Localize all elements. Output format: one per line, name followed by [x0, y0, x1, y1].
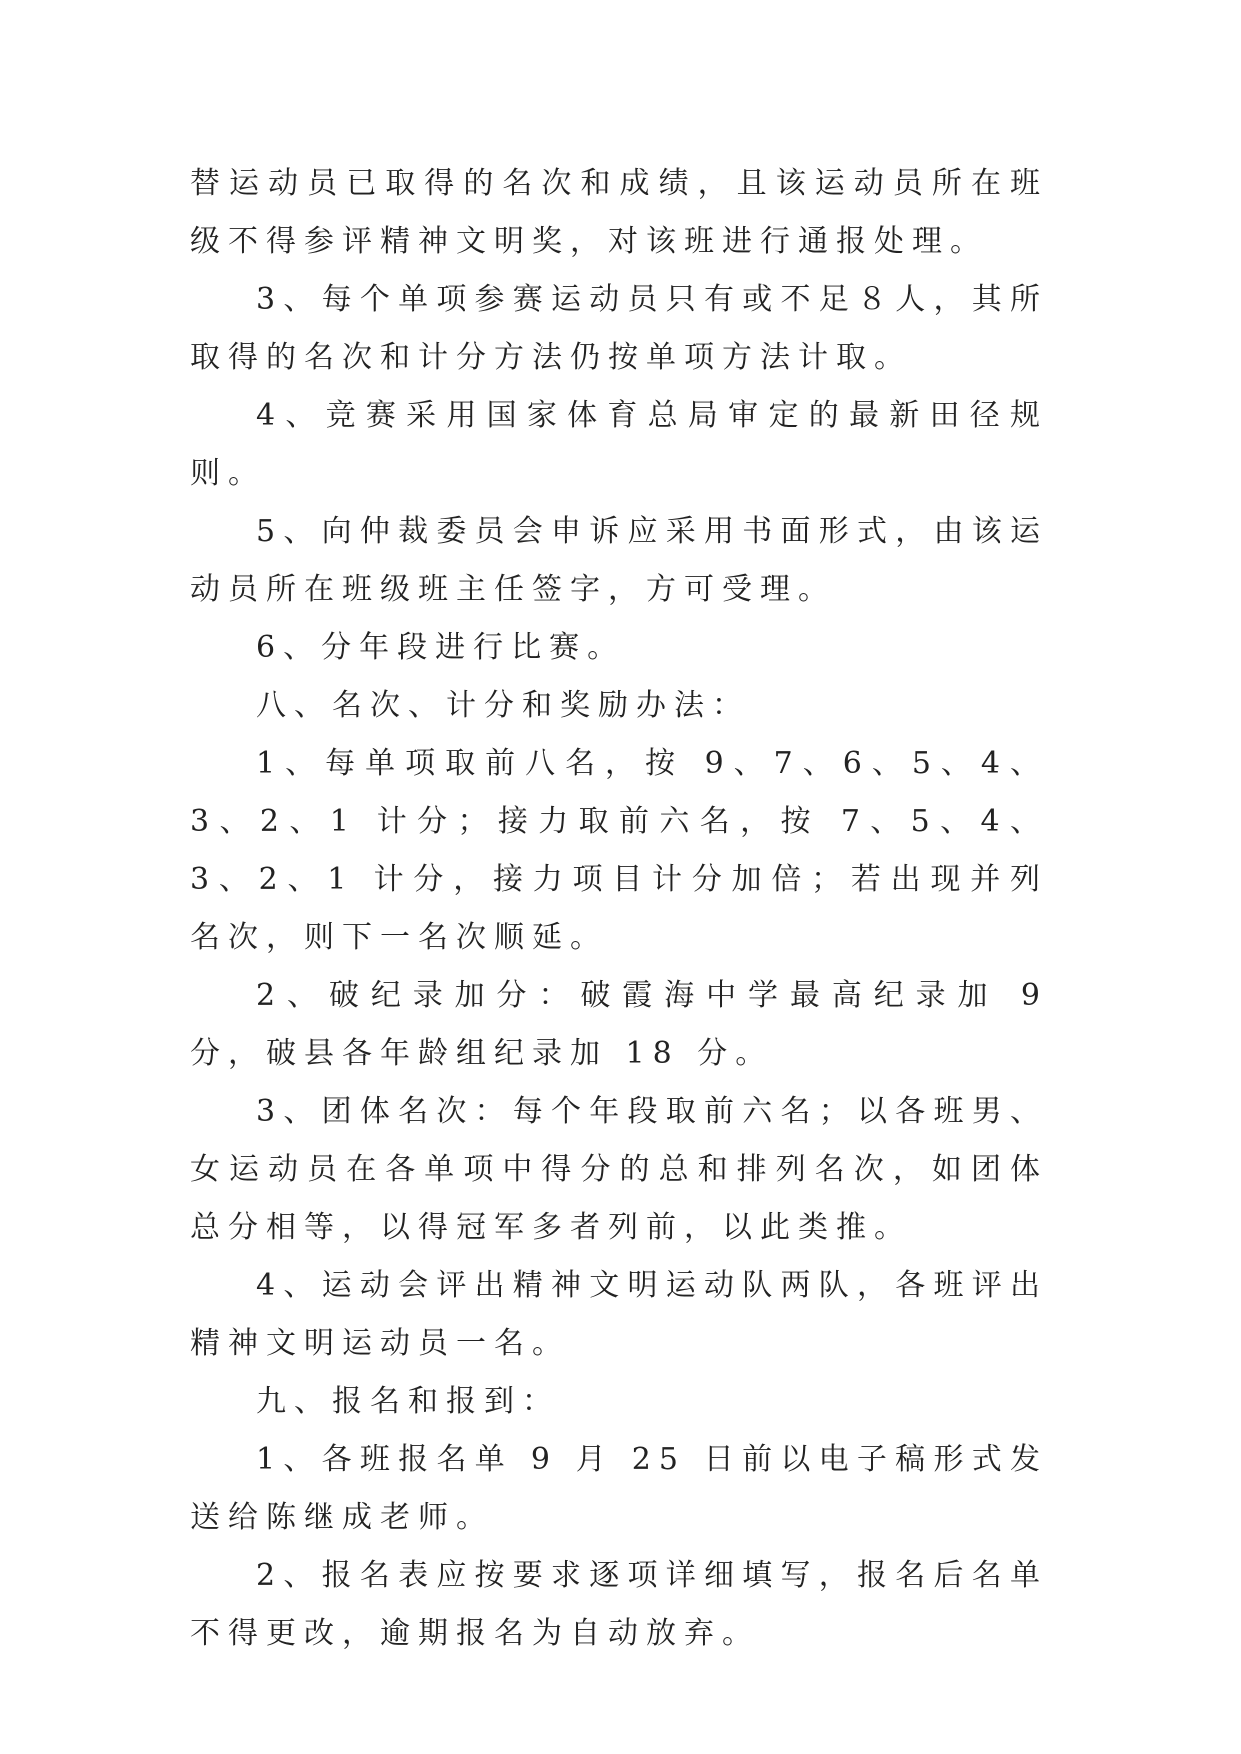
paragraph-item-3: 3、每个单项参赛运动员只有或不足８人，其所取得的名次和计分方法仍按单项方法计取。 [190, 282, 1048, 375]
paragraph-item-5: 5、向仲裁委员会申诉应采用书面形式，由该运动员所在班级班主任签字，方可受理。 [190, 514, 1048, 607]
section-heading-9: 九、报名和报到： [256, 1384, 560, 1419]
paragraph-scoring-2: 2、破纪录加分：破霞海中学最高纪录加 9 分，破县各年龄组纪录加 18 分。 [190, 978, 1048, 1071]
section-heading-8: 八、名次、计分和奖励办法： [256, 688, 750, 723]
paragraph-scoring-1: 1、每单项取前八名，按 9、7、6、5、4、3、2、1 计分；接力取前六名，按 7、5、4、3、2、1 计分，接力项目计分加倍；若出现并列名次，则下一名次顺延。 [190, 746, 1048, 955]
document-body [190, 155, 1048, 1663]
paragraph-item-4: 4、竞赛采用国家体育总局审定的最新田径规则。 [190, 398, 1048, 491]
paragraph-continuation: 替运动员已取得的名次和成绩，且该运动员所在班级不得参评精神文明奖，对该班进行通报处理。 [190, 166, 1048, 259]
paragraph-scoring-4: 4、运动会评出精神文明运动队两队，各班评出精神文明运动员一名。 [190, 1268, 1048, 1361]
paragraph-item-6: 6、分年段进行比赛。 [256, 630, 626, 665]
paragraph-registration-2: 2、报名表应按要求逐项详细填写，报名后名单不得更改，逾期报名为自动放弃。 [190, 1558, 1048, 1651]
paragraph-registration-1: 1、各班报名单 9 月 25 日前以电子稿形式发送给陈继成老师。 [190, 1442, 1048, 1535]
paragraph-scoring-3: 3、团体名次：每个年段取前六名；以各班男、女运动员在各单项中得分的总和排列名次，如团体总分相等，以得冠军多者列前，以此类推。 [190, 1094, 1048, 1245]
